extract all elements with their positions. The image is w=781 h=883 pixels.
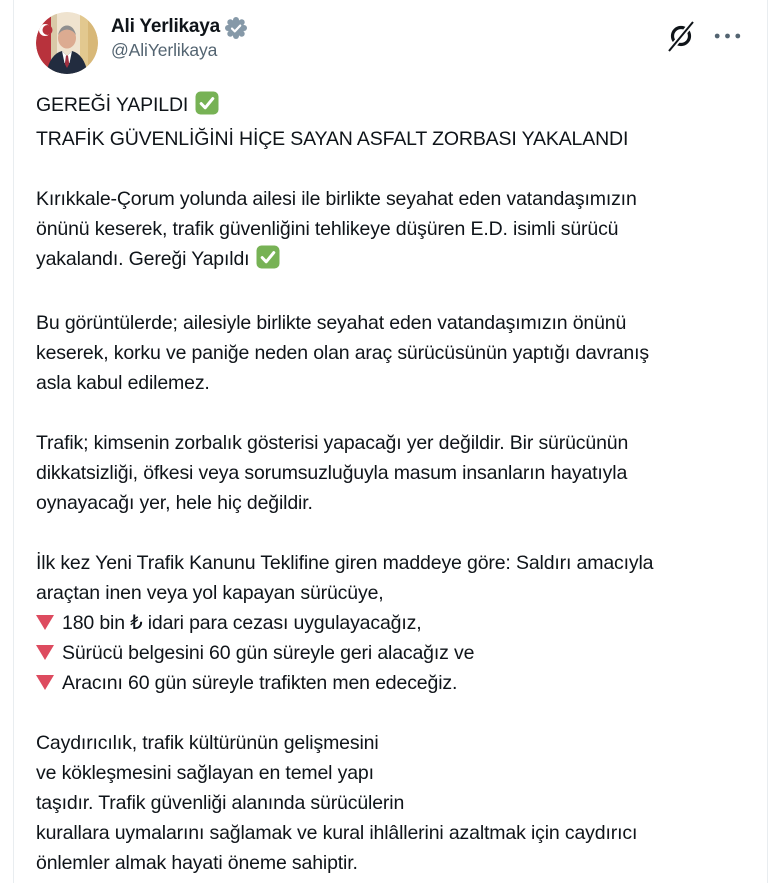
grok-actions-button[interactable] [665, 18, 697, 54]
text-line: Kırıkkale-Çorum yolunda ailesi ile birlikte seyahat eden vatandaşımızın [36, 188, 637, 210]
paragraph-traffic-statement [36, 428, 745, 518]
tweet-card [13, 0, 768, 883]
incident-text: yakalandı. Gereği Yapıldı [36, 248, 250, 270]
text-line: taşıdır. Trafik güvenliği alanında sürücülerin [36, 792, 405, 814]
headline-text: GEREĞİ YAPILDI [36, 94, 189, 116]
more-horizontal-icon [714, 33, 741, 39]
bullet-line [36, 668, 745, 698]
text-line: kurallara uymalarını sağlamak ve kural ihlâllerini azaltmak için caydırıcı [36, 822, 638, 844]
text-line: Caydırıcılık, trafik kültürünün gelişmesini [36, 732, 379, 754]
bullet-line [36, 638, 745, 668]
text-line [36, 90, 745, 124]
author-name-row [111, 15, 247, 39]
check-mark-emoji [195, 91, 219, 124]
red-triangle-down-emoji [36, 615, 54, 630]
check-mark-emoji [256, 245, 280, 278]
bullet-text: 180 bin ₺ idari para cezası uygulayacağız, [62, 612, 422, 634]
text-line: önlemler almak hayati öneme sahiptir. [36, 852, 358, 874]
paragraph-incident [36, 184, 745, 278]
text-line: oynayacağı yer, hele hiç değildir. [36, 492, 313, 514]
paragraph-condemnation [36, 308, 745, 398]
text-line: Bu görüntülerde; ailesiyle birlikte seyahat eden vatandaşımızın önünü [36, 312, 627, 334]
bullet-line [36, 608, 745, 638]
text-line: Trafik; kimsenin zorbalık gösterisi yapacağı yer değildir. Bir sürücünün [36, 432, 629, 454]
text-line: keserek, korku ve paniğe neden olan araç sürücüsünün yaptığı davranış [36, 342, 649, 364]
tweet-body [36, 90, 745, 878]
text-line: TRAFİK GÜVENLİĞİNİ HİÇE SAYAN ASFALT ZORBASI YAKALANDI [36, 128, 629, 150]
author-display-name[interactable]: Ali Yerlikaya [111, 16, 221, 37]
tweet-actions [665, 12, 745, 54]
avatar[interactable] [36, 12, 98, 74]
paragraph-headline [36, 90, 745, 154]
tweet-header [36, 12, 745, 74]
red-triangle-down-emoji [36, 675, 54, 690]
bullet-text: Sürücü belgesini 60 gün süreyle geri alacağız ve [62, 642, 475, 664]
red-triangle-down-emoji [36, 645, 54, 660]
author-handle[interactable]: @AliYerlikaya [111, 40, 218, 60]
text-line: dikkatsizliği, öfkesi veya sorumsuzluğuyla masum insanların hayatıyla [36, 462, 628, 484]
paragraph-deterrence [36, 728, 745, 878]
verified-badge-icon [225, 17, 247, 39]
text-line: araçtan inen veya yol kapayan sürücüye, [36, 582, 384, 604]
grok-icon [667, 20, 695, 52]
more-options-button[interactable] [712, 31, 743, 41]
text-line: İlk kez Yeni Trafik Kanunu Teklifine giren maddeye göre: Saldırı amacıyla [36, 552, 654, 574]
paragraph-law-measures [36, 548, 745, 698]
avatar-image [36, 12, 98, 74]
text-line: önünü keserek, trafik güvenliğini tehlikeye düşüren E.D. isimli sürücü [36, 218, 619, 240]
text-line [36, 244, 745, 278]
bullet-text: Aracını 60 gün süreyle trafikten men edeceğiz. [62, 672, 458, 694]
text-line: asla kabul edilemez. [36, 372, 210, 394]
author-block [111, 12, 247, 62]
text-line: ve kökleşmesini sağlayan en temel yapı [36, 762, 374, 784]
